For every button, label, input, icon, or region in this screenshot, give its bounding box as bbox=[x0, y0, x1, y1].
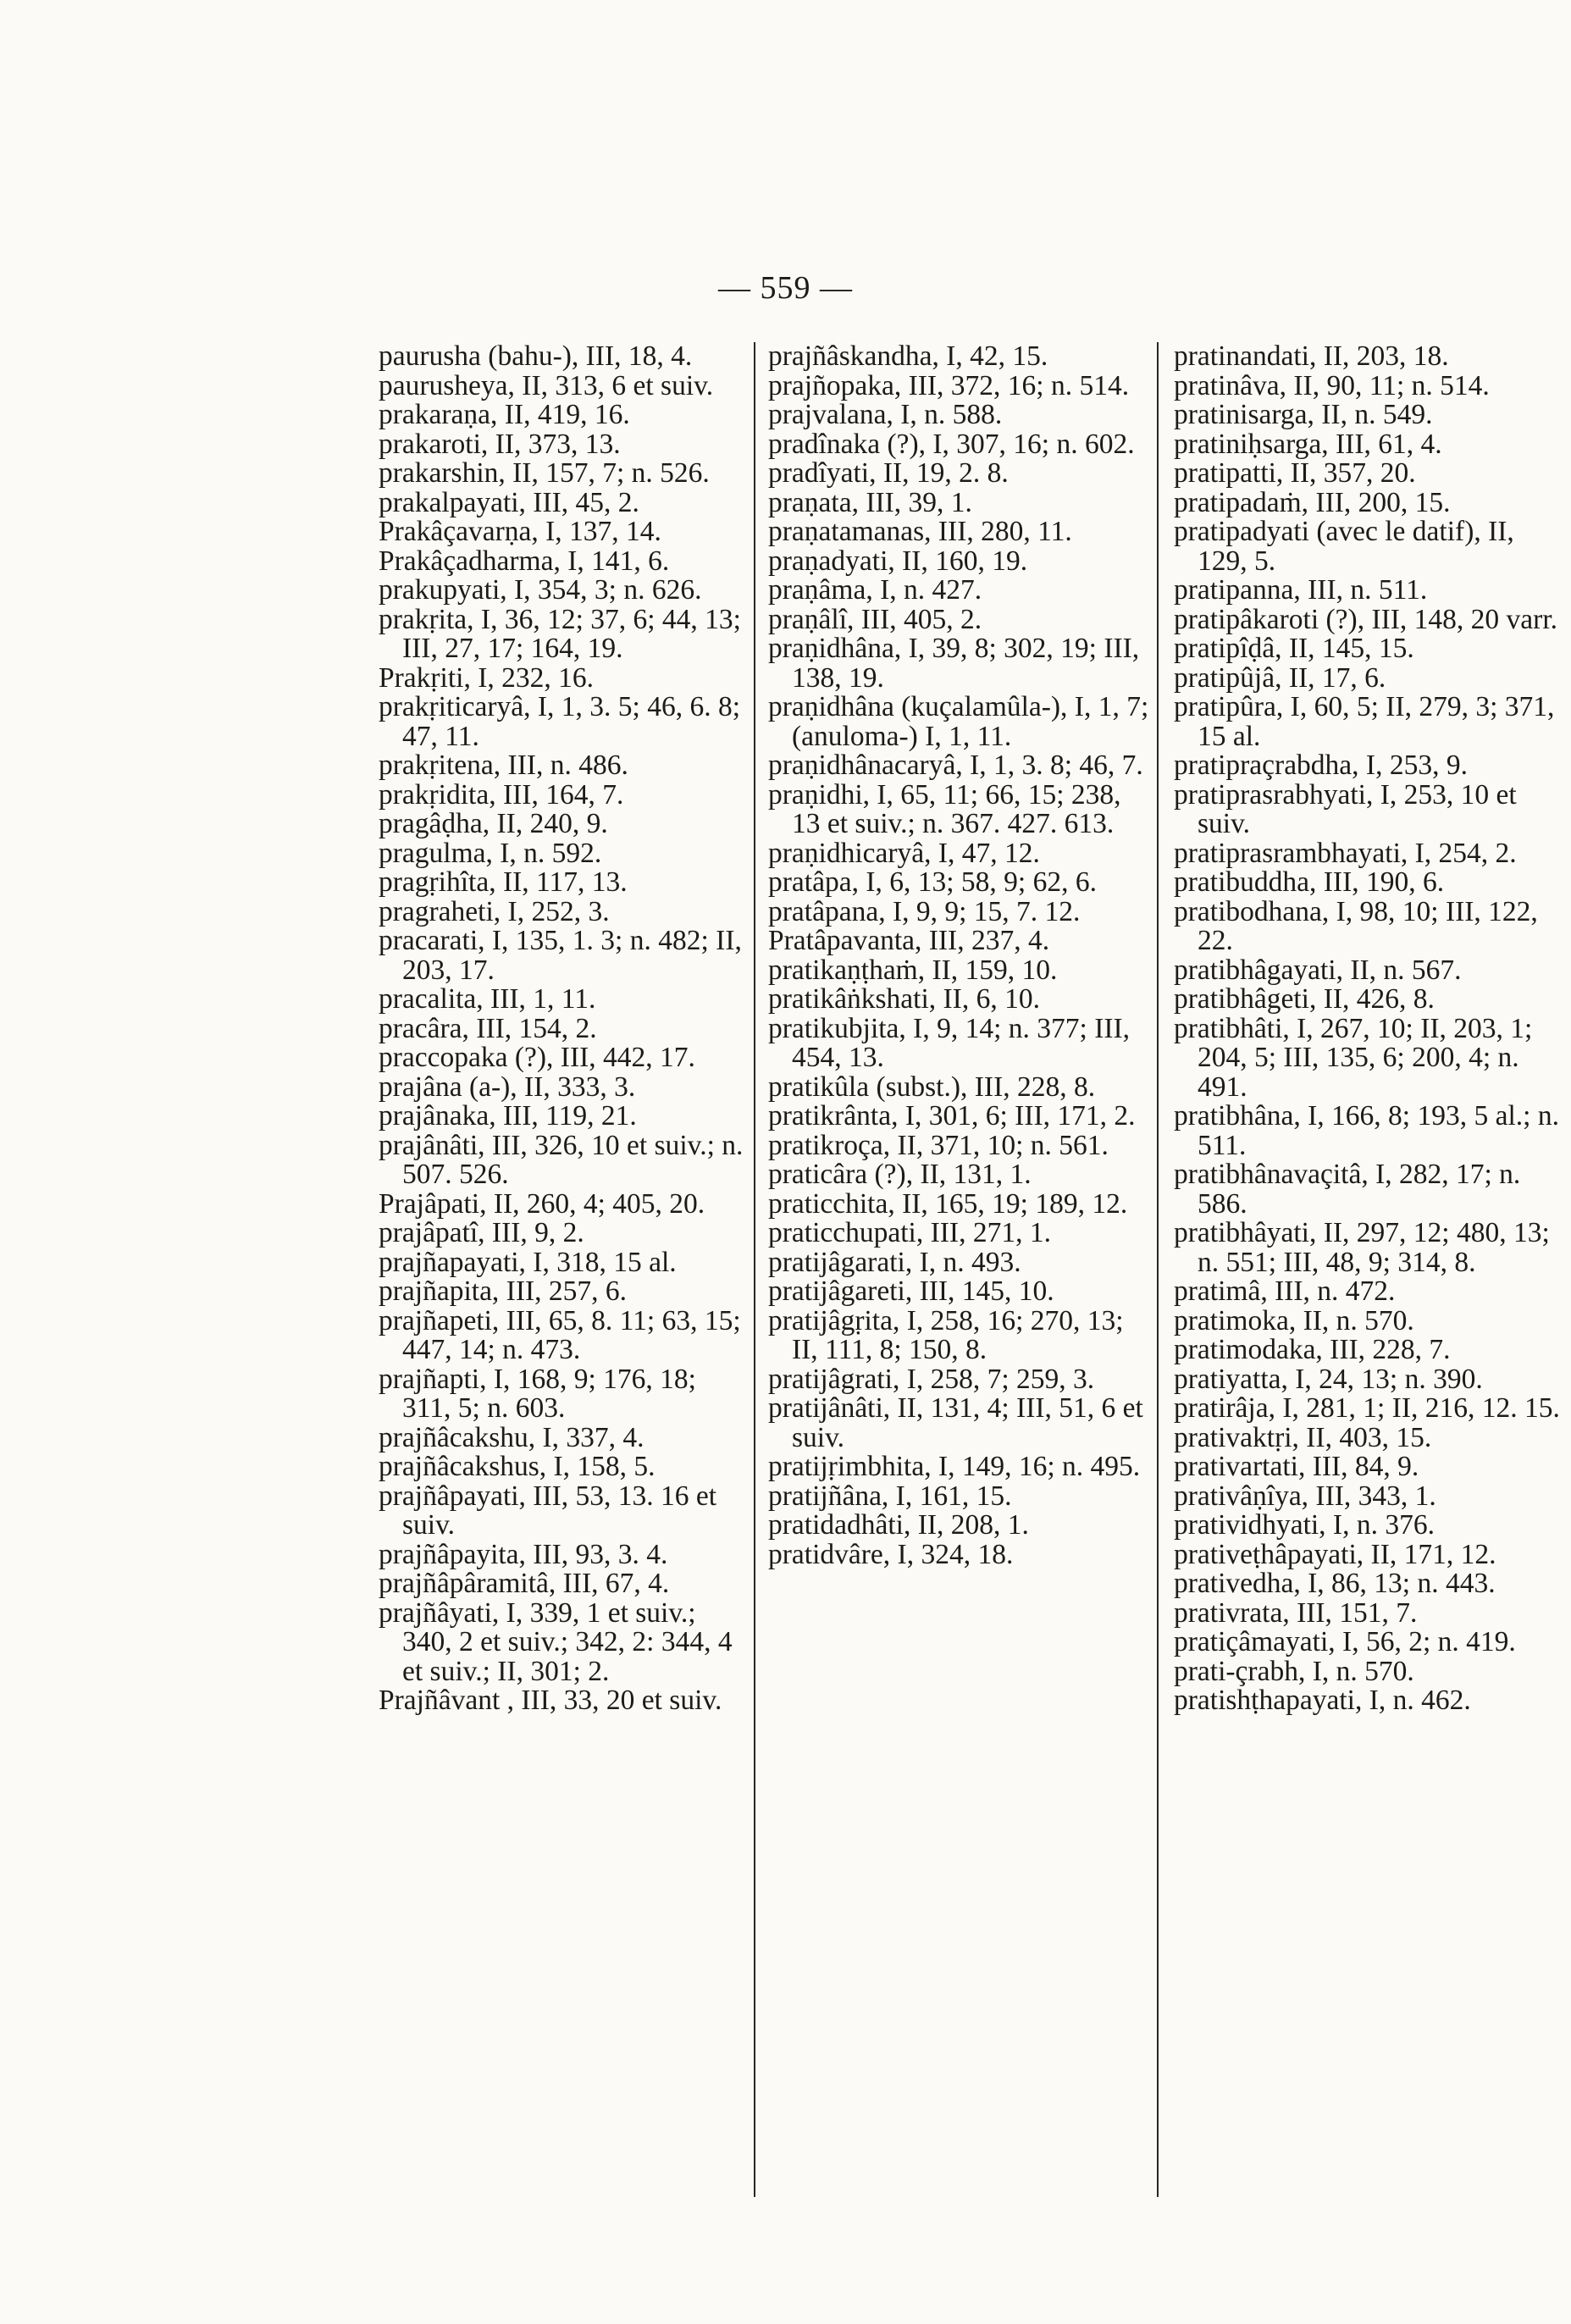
index-column-1 bbox=[379, 342, 751, 1716]
index-entry: pratikâṅkshati, II, 6, 10. bbox=[768, 983, 1040, 1015]
index-entry: prajâpatî, III, 9, 2. bbox=[379, 1217, 584, 1248]
index-entry: pratiprasrambhayati, I, 254, 2. bbox=[1174, 837, 1517, 869]
index-entry: pragâḍha, II, 240, 9. bbox=[379, 808, 608, 839]
index-entry: prajñâcakshu, I, 337, 4. bbox=[379, 1421, 644, 1453]
index-entry: prativeṭhâpayati, II, 171, 12. bbox=[1174, 1538, 1496, 1570]
index-entry: pratijâgṛita, I, 258, 16; 270, 13; II, 111, 8; 150, 8. bbox=[768, 1304, 1124, 1365]
index-entry: pratipadaṁ, III, 200, 15. bbox=[1174, 486, 1451, 518]
index-entry: pratijâgarati, I, n. 493. bbox=[768, 1246, 1021, 1278]
index-entry: pragṛihîta, II, 117, 13. bbox=[379, 866, 628, 898]
index-entry: prakupyati, I, 354, 3; n. 626. bbox=[379, 574, 702, 606]
index-entry: pracâra, III, 154, 2. bbox=[379, 1012, 597, 1044]
index-entry: pratiniḥsarga, III, 61, 4. bbox=[1174, 428, 1442, 460]
index-entry: prajñâpâramitâ, III, 67, 4. bbox=[379, 1568, 670, 1599]
index-entry: prajñopaka, III, 372, 16; n. 514. bbox=[768, 369, 1130, 401]
index-entry: praṇidhi, I, 65, 11; 66, 15; 238, 13 et suiv.; n. 367. 427. 613. bbox=[768, 778, 1121, 839]
index-entry: paurusheya, II, 313, 6 et suiv. bbox=[379, 369, 714, 401]
index-entry: pratiprasrabhyati, I, 253, 10 et suiv. bbox=[1174, 778, 1517, 839]
index-entry: praṇidhâna, I, 39, 8; 302, 19; III, 138, 19. bbox=[768, 633, 1140, 694]
index-entry: prakaroti, II, 373, 13. bbox=[379, 428, 621, 460]
index-entry: prakalpayati, III, 45, 2. bbox=[379, 486, 639, 518]
index-entry: Prajâpati, II, 260, 4; 405, 20. bbox=[379, 1187, 705, 1220]
index-entry: prajvalana, I, n. 588. bbox=[768, 399, 1003, 430]
index-entry: praṇidhânacaryâ, I, 1, 3. 8; 46, 7. bbox=[768, 750, 1143, 781]
index-entry: prajñâpayita, III, 93, 3. 4. bbox=[379, 1538, 668, 1570]
index-entry: pradînaka (?), I, 307, 16; n. 602. bbox=[768, 428, 1135, 460]
index-entry: pratipûra, I, 60, 5; II, 279, 3; 371, 15 al. bbox=[1174, 691, 1555, 752]
index-entry: pragraheti, I, 252, 3. bbox=[379, 895, 610, 927]
index-entry: prajñapti, I, 168, 9; 176, 18; 311, 5; n. 603. bbox=[379, 1363, 696, 1424]
index-entry: prati-çrabh, I, n. 570. bbox=[1174, 1655, 1414, 1687]
index-entry: praṇidhâna (kuçalamûla-), I, 1, 7; (anuloma-) I, 1, 11. bbox=[768, 691, 1149, 752]
index-entry: Prakâçadharma, I, 141, 6. bbox=[379, 545, 670, 577]
index-entry: pratikûla (subst.), III, 228, 8. bbox=[768, 1071, 1096, 1103]
index-entry: pratipâkaroti (?), III, 148, 20 varr. bbox=[1174, 603, 1558, 635]
index-entry: praṇâlî, III, 405, 2. bbox=[768, 603, 982, 635]
index-entry: prajñapita, III, 257, 6. bbox=[379, 1275, 628, 1307]
index-entry: praṇadyati, II, 160, 19. bbox=[768, 545, 1028, 577]
page-number: — 559 — bbox=[718, 270, 853, 306]
index-entry: pracarati, I, 135, 1. 3; n. 482; II, 203, 17. bbox=[379, 925, 742, 986]
index-entry: pratipanna, III, n. 511. bbox=[1174, 574, 1428, 606]
index-entry: pratibodhana, I, 98, 10; III, 122, 22. bbox=[1174, 895, 1538, 956]
index-entry: prativedha, I, 86, 13; n. 443. bbox=[1174, 1568, 1496, 1599]
column-divider bbox=[1157, 342, 1159, 2197]
index-entry: pratikaṇṭhaṁ, II, 159, 10. bbox=[768, 954, 1058, 986]
index-entry: pratibhânavaçitâ, I, 282, 17; n. 586. bbox=[1174, 1159, 1521, 1220]
index-entry: praticâra (?), II, 131, 1. bbox=[768, 1159, 1032, 1190]
index-entry: pratinisarga, II, n. 549. bbox=[1174, 399, 1433, 430]
index-entry: prajñâpayati, III, 53, 13. 16 et suiv. bbox=[379, 1480, 717, 1541]
index-entry: pratinâva, II, 90, 11; n. 514. bbox=[1174, 369, 1490, 401]
index-entry: prakṛita, I, 36, 12; 37, 6; 44, 13; III, 27, 17; 164, 19. bbox=[379, 603, 741, 664]
index-entry: pratimodaka, III, 228, 7. bbox=[1174, 1334, 1451, 1365]
index-column-3 bbox=[1174, 342, 1563, 1716]
index-entry: praticchita, II, 165, 19; 189, 12. bbox=[768, 1187, 1128, 1220]
index-entry: pratâpana, I, 9, 9; 15, 7. 12. bbox=[768, 895, 1081, 927]
index-entry: pratibhâna, I, 166, 8; 193, 5 al.; n. 511. bbox=[1174, 1100, 1559, 1161]
index-entry: pratijṛimbhita, I, 149, 16; n. 495. bbox=[768, 1451, 1141, 1482]
index-entry: prakṛidita, III, 164, 7. bbox=[379, 778, 624, 811]
index-column-2 bbox=[768, 342, 1153, 1569]
index-entry: pratibhâgayati, II, n. 567. bbox=[1174, 954, 1462, 986]
index-entry: praṇata, III, 39, 1. bbox=[768, 486, 972, 518]
index-entry: prajñâyati, I, 339, 1 et suiv.; 340, 2 et suiv.; 342, 2: 344, 4 et suiv.; II, 301; 2. bbox=[379, 1596, 733, 1687]
index-entry: pratijñâna, I, 161, 15. bbox=[768, 1480, 1012, 1512]
index-entry: pratâpa, I, 6, 13; 58, 9; 62, 6. bbox=[768, 866, 1097, 898]
index-entry: Pratâpavanta, III, 237, 4. bbox=[768, 925, 1050, 956]
index-entry: prajânaka, III, 119, 21. bbox=[379, 1100, 637, 1132]
index-entry: praṇâma, I, n. 427. bbox=[768, 574, 982, 606]
column-divider bbox=[754, 342, 755, 2197]
index-entry: prativaktṛi, II, 403, 15. bbox=[1174, 1421, 1432, 1453]
index-entry: pracalita, III, 1, 11. bbox=[379, 983, 596, 1015]
index-entry: pratijâgareti, III, 145, 10. bbox=[768, 1275, 1054, 1307]
index-entry: prakarshin, II, 157, 7; n. 526. bbox=[379, 457, 710, 489]
index-entry: prajñapeti, III, 65, 8. 11; 63, 15; 447, 14; n. 473. bbox=[379, 1304, 741, 1365]
index-entry: prajâna (a-), II, 333, 3. bbox=[379, 1071, 636, 1103]
index-entry: pratidvâre, I, 324, 18. bbox=[768, 1538, 1014, 1570]
index-entry: pratimâ, III, n. 472. bbox=[1174, 1275, 1396, 1307]
index-entry: praccopaka (?), III, 442, 17. bbox=[379, 1042, 695, 1073]
index-entry: pratipadyati (avec le datif), II, 129, 5. bbox=[1174, 516, 1514, 577]
index-entry: pratipûjâ, II, 17, 6. bbox=[1174, 661, 1386, 694]
index-entry: pratiyatta, I, 24, 13; n. 390. bbox=[1174, 1363, 1483, 1395]
index-entry: pratikroça, II, 371, 10; n. 561. bbox=[768, 1129, 1109, 1161]
index-entry: prakṛiticaryâ, I, 1, 3. 5; 46, 6. 8; 47, 11. bbox=[379, 691, 741, 752]
index-entry: pratipraçrabdha, I, 253, 9. bbox=[1174, 750, 1468, 781]
index-entry: paurusha (bahu-), III, 18, 4. bbox=[379, 340, 693, 372]
index-entry: prajñapayati, I, 318, 15 al. bbox=[379, 1246, 677, 1278]
index-entry: pratipîḍâ, II, 145, 15. bbox=[1174, 633, 1414, 664]
index-entry: praṇidhicaryâ, I, 47, 12. bbox=[768, 837, 1040, 869]
index-entry: prajñâcakshus, I, 158, 5. bbox=[379, 1451, 656, 1482]
index-entry: pratibhâti, I, 267, 10; II, 203, 1; 204, 5; III, 135, 6; 200, 4; n. 491. bbox=[1174, 1012, 1533, 1103]
index-entry: Prakṛiti, I, 232, 16. bbox=[379, 661, 595, 694]
index-entry: pratikrânta, I, 301, 6; III, 171, 2. bbox=[768, 1100, 1136, 1132]
index-entry: praṇatamanas, III, 280, 11. bbox=[768, 516, 1072, 547]
index-entry: prakṛitena, III, n. 486. bbox=[379, 750, 628, 781]
index-entry: pratikubjita, I, 9, 14; n. 377; III, 454, 13. bbox=[768, 1012, 1131, 1073]
index-entry: pratibuddha, III, 190, 6. bbox=[1174, 866, 1445, 898]
index-entry: pratibhâgeti, II, 426, 8. bbox=[1174, 983, 1435, 1015]
index-entry: pragulma, I, n. 592. bbox=[379, 837, 602, 869]
index-entry: pratijânâti, II, 131, 4; III, 51, 6 et suiv. bbox=[768, 1392, 1143, 1453]
index-entry: prativâṇîya, III, 343, 1. bbox=[1174, 1480, 1436, 1512]
index-entry: pratishṭhapayati, I, n. 462. bbox=[1174, 1685, 1471, 1716]
index-entry: pratidadhâti, II, 208, 1. bbox=[768, 1509, 1029, 1541]
index-entry: prativrata, III, 151, 7. bbox=[1174, 1596, 1418, 1629]
index-entry: prajñâskandha, I, 42, 15. bbox=[768, 340, 1048, 372]
index-entry: pradîyati, II, 19, 2. 8. bbox=[768, 457, 1009, 489]
index-entry: pratinandati, II, 203, 18. bbox=[1174, 340, 1449, 372]
index-entry: pratividhyati, I, n. 376. bbox=[1174, 1509, 1435, 1541]
index-entry: pratiçâmayati, I, 56, 2; n. 419. bbox=[1174, 1626, 1516, 1657]
index-entry: pratirâja, I, 281, 1; II, 216, 12. 15. bbox=[1174, 1392, 1560, 1424]
index-entry: praticchupati, III, 271, 1. bbox=[768, 1217, 1051, 1248]
index-entry: pratipatti, II, 357, 20. bbox=[1174, 457, 1416, 489]
index-entry: pratimoka, II, n. 570. bbox=[1174, 1304, 1414, 1336]
index-entry: Prakâçavarṇa, I, 137, 14. bbox=[379, 516, 661, 547]
index-entry: prajânâti, III, 326, 10 et suiv.; n. 507. 526. bbox=[379, 1129, 744, 1190]
index-entry: prakaraṇa, II, 419, 16. bbox=[379, 399, 630, 430]
index-entry: Prajñâvant , III, 33, 20 et suiv. bbox=[379, 1685, 722, 1716]
index-entry: pratibhâyati, II, 297, 12; 480, 13; n. 551; III, 48, 9; 314, 8. bbox=[1174, 1217, 1550, 1278]
index-entry: pratijâgrati, I, 258, 7; 259, 3. bbox=[768, 1363, 1095, 1395]
index-entry: prativartati, III, 84, 9. bbox=[1174, 1451, 1419, 1482]
